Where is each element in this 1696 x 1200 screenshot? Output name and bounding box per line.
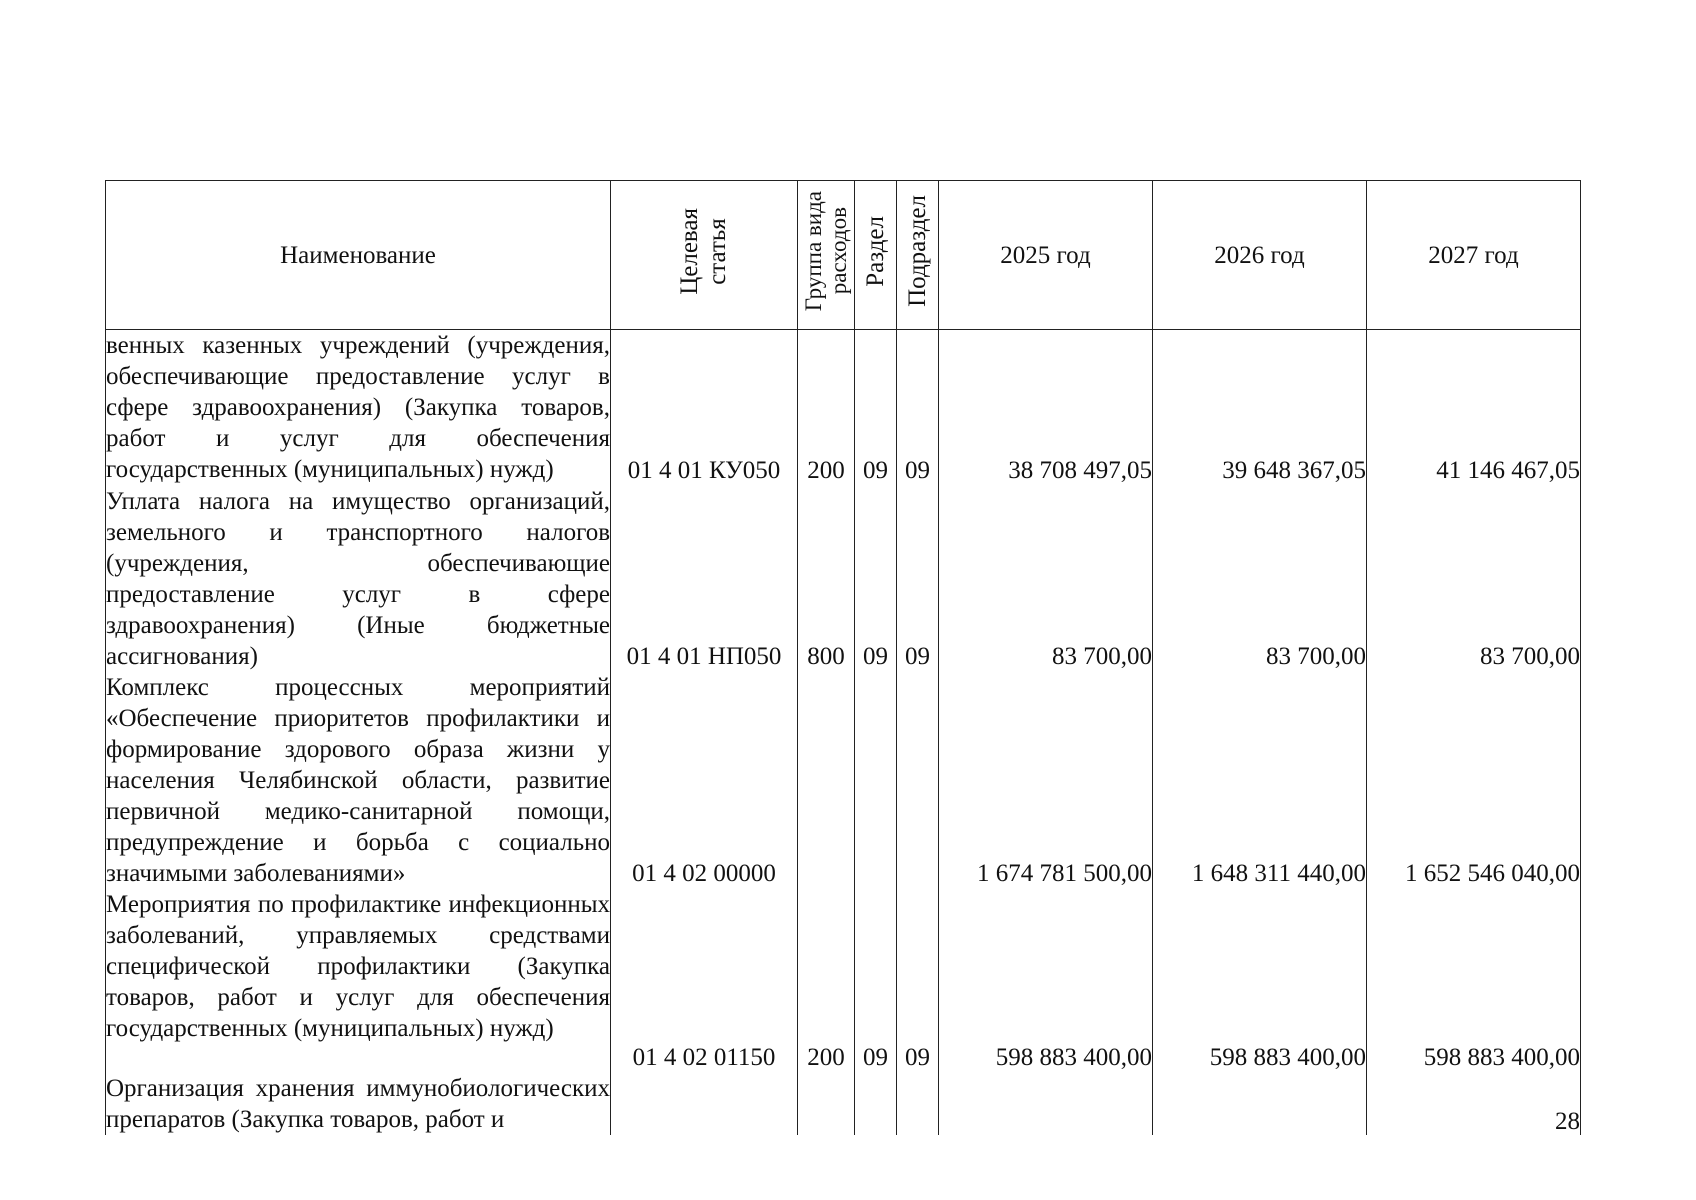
row-subsection xyxy=(897,1073,939,1135)
row-amount-2027: 598 883 400,00 xyxy=(1367,889,1581,1073)
row-amount-2025: 38 708 497,05 xyxy=(939,330,1153,486)
table-row xyxy=(106,672,1581,889)
table-header xyxy=(106,181,1581,330)
row-section xyxy=(855,1073,897,1135)
row-amount-2027: 1 652 546 040,00 xyxy=(1367,672,1581,889)
row-amount-2025: 1 674 781 500,00 xyxy=(939,672,1153,889)
header-expense-group: Группа вида расходов xyxy=(798,181,855,330)
row-amount-2025: 83 700,00 xyxy=(939,486,1153,672)
header-subsection: Подраздел xyxy=(897,181,939,330)
row-name: Комплекс процессных мероприятий «Обеспечение приоритетов профилактики и формирование здорового образа жизни у населения Челябинской области, развитие первичной медико-санитарной помощи, предупреждение и борьба с социально значимыми заболеваниями» xyxy=(106,673,610,887)
row-subsection: 09 xyxy=(897,889,939,1073)
header-2027: 2027 год xyxy=(1367,181,1581,330)
row-target-article: 01 4 01 НП050 xyxy=(611,486,798,672)
row-section: 09 xyxy=(855,330,897,486)
row-section: 09 xyxy=(855,889,897,1073)
table-body xyxy=(106,330,1581,1135)
row-amount-2026 xyxy=(1153,1073,1367,1135)
row-expense-group: 800 xyxy=(798,486,855,672)
table-row xyxy=(106,330,1581,486)
table-row xyxy=(106,486,1581,672)
row-amount-2025 xyxy=(939,1073,1153,1135)
row-subsection: 09 xyxy=(897,330,939,486)
row-amount-2026: 1 648 311 440,00 xyxy=(1153,672,1367,889)
row-target-article: 01 4 02 01150 xyxy=(611,889,798,1073)
row-amount-2025: 598 883 400,00 xyxy=(939,889,1153,1073)
row-name: Мероприятия по профилактике инфекционных заболеваний, управляемых средствами специфической профилактики (Закупка товаров, работ и услуг для обеспечения государственных (муниципальных) нужд) xyxy=(106,889,611,1073)
header-2025: 2025 год xyxy=(939,181,1153,330)
row-amount-2026: 598 883 400,00 xyxy=(1153,889,1367,1073)
row-expense-group: 200 xyxy=(798,889,855,1073)
row-amount-2027: 41 146 467,05 xyxy=(1367,330,1581,486)
table-row xyxy=(106,1073,1581,1135)
header-section: Раздел xyxy=(855,181,897,330)
header-target-article: Целевая статья xyxy=(611,181,798,330)
row-name: Уплата налога на имущество организаций, земельного и транспортного налогов (учреждения, обеспечивающие предоставление услуг в сфере здравоохранения) (Иные бюджетные ассигнования) xyxy=(106,487,610,670)
row-target-article xyxy=(611,1073,798,1135)
row-amount-2026: 83 700,00 xyxy=(1153,486,1367,672)
row-expense-group xyxy=(798,1073,855,1135)
budget-table xyxy=(105,180,1581,1135)
table-row xyxy=(106,889,1581,1073)
row-section xyxy=(855,672,897,889)
row-expense-group: 200 xyxy=(798,330,855,486)
row-target-article: 01 4 02 00000 xyxy=(611,672,798,889)
row-target-article: 01 4 01 КУ050 xyxy=(611,330,798,486)
row-section: 09 xyxy=(855,486,897,672)
row-expense-group xyxy=(798,672,855,889)
row-subsection xyxy=(897,672,939,889)
row-subsection: 09 xyxy=(897,486,939,672)
row-amount-2026: 39 648 367,05 xyxy=(1153,330,1367,486)
row-name: венных казенных учреждений (учреждения, обеспечивающие предоставление услуг в сфере здравоохранения) (Закупка товаров, работ и услуг для обеспечения государственных (муниципальных) нужд) xyxy=(106,330,611,486)
row-name: Организация хранения иммунобиологических препаратов (Закупка товаров, работ и xyxy=(106,1074,610,1133)
row-amount-2027: 83 700,00 xyxy=(1367,486,1581,672)
header-2026: 2026 год xyxy=(1153,181,1367,330)
page-number: 28 xyxy=(1555,1108,1580,1135)
header-name: Наименование xyxy=(106,181,611,330)
